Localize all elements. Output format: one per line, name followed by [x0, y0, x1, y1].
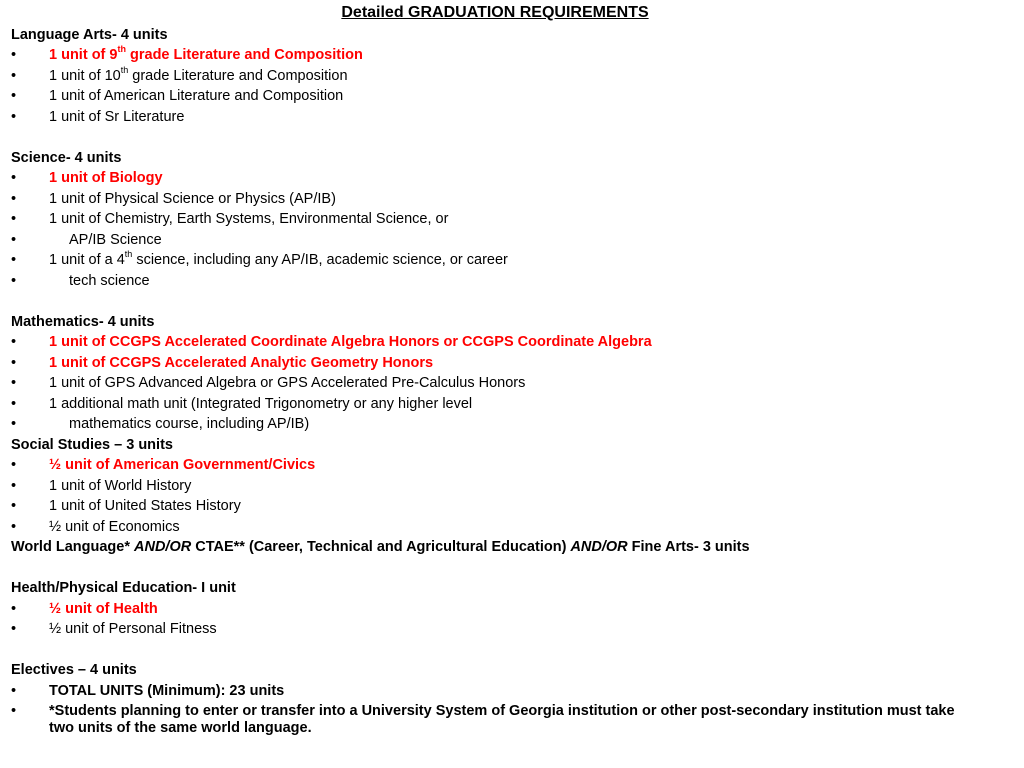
list-item-text: 1 unit of Physical Science or Physics (AP/IB) [49, 191, 336, 207]
list-item-text: ½ unit of Personal Fitness [49, 621, 217, 637]
list-item-text: 1 unit of a 4th science, including any AP/IB, academic science, or career [49, 249, 508, 268]
world-language-heading: World Language* AND/OR CTAE** (Career, Technical and Agricultural Education) AND/OR Fine Arts- 3 units [11, 539, 750, 555]
health-heading: Health/Physical Education- I unit [11, 580, 236, 596]
bullet: • [11, 88, 17, 104]
list-item-text: 1 unit of United States History [49, 498, 241, 514]
list-item [11, 517, 1011, 537]
bullet: • [11, 478, 17, 494]
bullet: • [11, 334, 17, 350]
list-item-text: mathematics course, including AP/IB) [69, 416, 310, 432]
list-item [11, 681, 1011, 701]
list-item-text: tech science [69, 273, 150, 289]
list-item [11, 353, 1011, 373]
list-item [11, 66, 1011, 86]
electives-heading: Electives – 4 units [11, 662, 137, 678]
list-item [11, 455, 1011, 475]
bullet: • [11, 211, 17, 227]
list-item [11, 271, 1011, 291]
list-item [11, 619, 1011, 639]
list-item [11, 414, 1011, 434]
list-item-text: 1 unit of Sr Literature [49, 109, 185, 125]
bullet: • [11, 416, 17, 432]
list-item-text: 1 unit of American Literature and Composition [49, 88, 344, 104]
mathematics-heading: Mathematics- 4 units [11, 314, 155, 330]
bullet: • [11, 683, 17, 699]
list-item-text: 1 additional math unit (Integrated Trigonometry or any higher level [49, 396, 473, 412]
list-item-text: 1 unit of World History [49, 478, 192, 494]
list-item [11, 209, 1011, 229]
list-item-text: 1 unit of CCGPS Accelerated Coordinate Algebra Honors or CCGPS Coordinate Algebra [49, 334, 652, 350]
list-item [11, 45, 1011, 65]
bullet: • [11, 498, 17, 514]
social-studies-heading: Social Studies – 3 units [11, 437, 173, 453]
page-title: Detailed GRADUATION REQUIREMENTS [341, 4, 649, 21]
bullet: • [11, 47, 17, 63]
bullet: • [11, 109, 17, 125]
bullet: • [11, 355, 17, 371]
list-item [11, 168, 1011, 188]
bullet: • [11, 457, 17, 473]
list-item-text: ½ unit of American Government/Civics [49, 457, 316, 473]
list-item-text: 1 unit of 9th grade Literature and Composition [49, 44, 363, 63]
list-item [11, 701, 1011, 741]
list-item-text: AP/IB Science [69, 232, 162, 248]
list-item-text: ½ unit of Health [49, 601, 158, 617]
list-item [11, 107, 1011, 127]
bullet: • [11, 519, 17, 535]
list-item-text: 1 unit of 10th grade Literature and Composition [49, 65, 348, 84]
list-item [11, 496, 1011, 516]
list-item [11, 599, 1011, 619]
bullet: • [11, 273, 17, 289]
science-heading: Science- 4 units [11, 150, 122, 166]
bullet: • [11, 375, 17, 391]
bullet: • [11, 621, 17, 637]
list-item-text: 1 unit of CCGPS Accelerated Analytic Geometry Honors [49, 355, 434, 371]
list-item-text: ½ unit of Economics [49, 519, 180, 535]
list-item-text: 1 unit of Chemistry, Earth Systems, Environmental Science, or [49, 211, 449, 227]
list-item-text: 1 unit of Biology [49, 170, 163, 186]
language-arts-heading: Language Arts- 4 units [11, 27, 168, 43]
list-item [11, 230, 1011, 250]
list-item [11, 189, 1011, 209]
list-item [11, 86, 1011, 106]
bullet: • [11, 191, 17, 207]
list-item-text: TOTAL UNITS (Minimum): 23 units [49, 683, 285, 699]
bullet: • [11, 601, 17, 617]
list-item [11, 373, 1011, 393]
list-item [11, 250, 1011, 270]
list-item-text: 1 unit of GPS Advanced Algebra or GPS Accelerated Pre-Calculus Honors [49, 375, 526, 391]
list-item [11, 332, 1011, 352]
list-item [11, 394, 1011, 414]
list-item-text: *Students planning to enter or transfer into a University System of Georgia institution or other post-secondary institution must take two units of the same world language. [49, 703, 955, 736]
bullet: • [11, 703, 17, 719]
bullet: • [11, 170, 17, 186]
bullet: • [11, 232, 17, 248]
bullet: • [11, 252, 17, 268]
bullet: • [11, 396, 17, 412]
bullet: • [11, 68, 17, 84]
list-item [11, 476, 1011, 496]
